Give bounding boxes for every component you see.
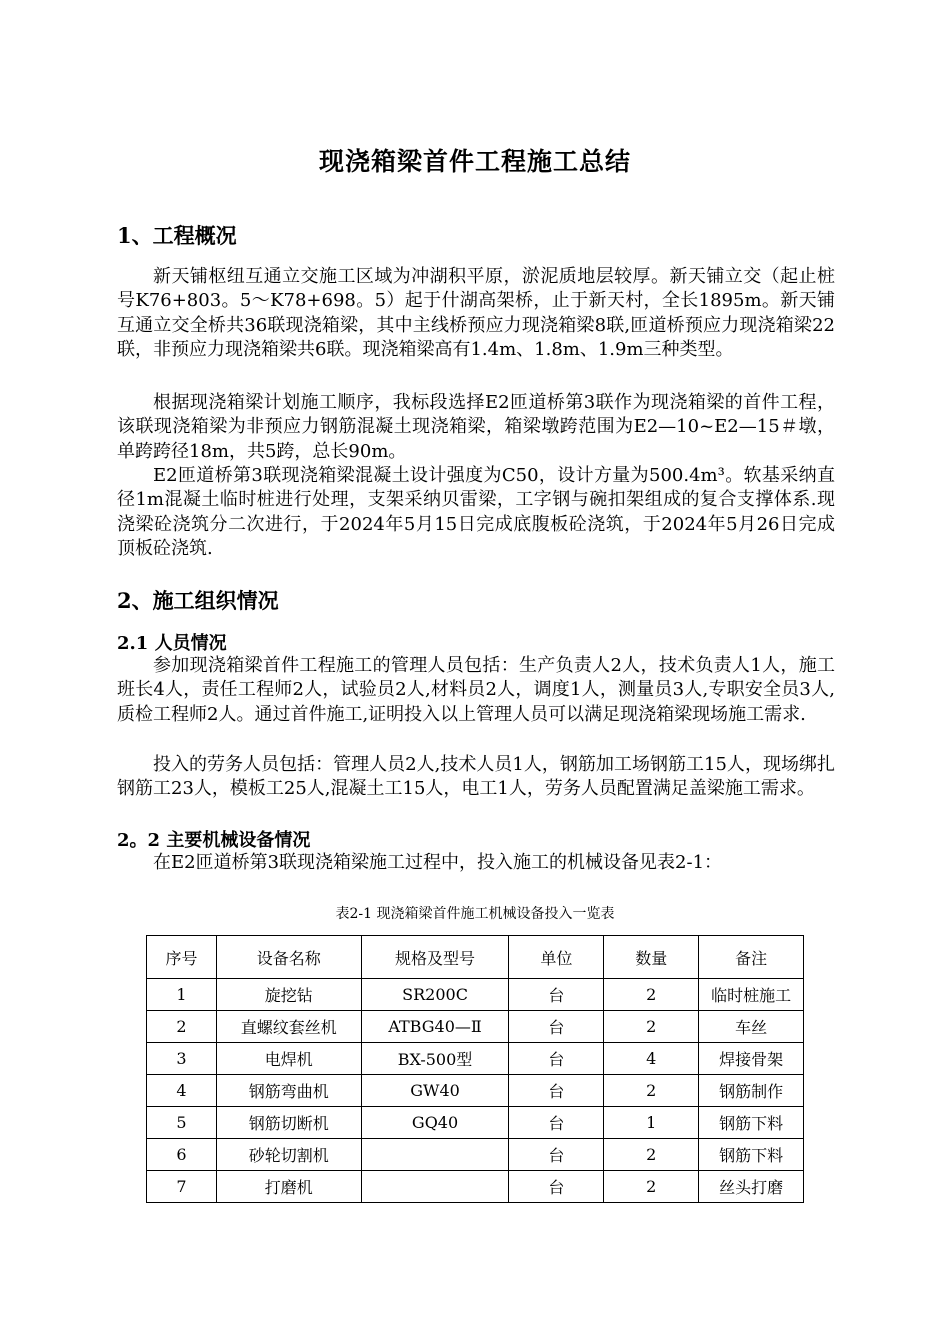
cell-quantity: 2: [604, 1075, 699, 1107]
table-caption: 表2-1 现浇箱梁首件施工机械设备投入一览表: [335, 906, 615, 922]
table-row: [147, 1011, 804, 1043]
cell-remark: 车丝: [699, 1011, 804, 1043]
table-row: [147, 1139, 804, 1171]
cell-unit: 台: [509, 979, 604, 1011]
paragraph-equipment-1: 在E2匝道桥第3联现浇箱梁施工过程中，投入施工的机械设备见表2-1：: [153, 852, 723, 873]
cell-quantity: 1: [604, 1107, 699, 1139]
cell-name: 直螺纹套丝机: [216, 1011, 361, 1043]
cell-model: [361, 1139, 509, 1171]
cell-model: BX-500型: [361, 1043, 509, 1075]
cell-unit: 台: [509, 1171, 604, 1203]
cell-name: 钢筋弯曲机: [216, 1075, 361, 1107]
equipment-table: [146, 935, 804, 1203]
cell-quantity: 4: [604, 1043, 699, 1075]
cell-remark: 丝头打磨: [699, 1171, 804, 1203]
cell-model: GW40: [361, 1075, 509, 1107]
cell-index: 3: [147, 1043, 217, 1075]
cell-unit: 台: [509, 1107, 604, 1139]
cell-model: SR200C: [361, 979, 509, 1011]
cell-name: 电焊机: [216, 1043, 361, 1075]
header-unit: 单位: [509, 936, 604, 979]
cell-unit: 台: [509, 1011, 604, 1043]
cell-index: 7: [147, 1171, 217, 1203]
paragraph-personnel-2: 投入的劳务人员包括：管理人员2人,技术人员1人，钢筋加工场钢筋工15人，现场绑扎钢筋工23人，模板工25人,混凝土工15人，电工1人，劳务人员配置满足盖梁施工需求。: [117, 754, 835, 800]
cell-remark: 钢筋下料: [699, 1139, 804, 1171]
table-row: [147, 1075, 804, 1107]
cell-remark: 焊接骨架: [699, 1043, 804, 1075]
cell-index: 1: [147, 979, 217, 1011]
cell-index: 2: [147, 1011, 217, 1043]
document-title: 现浇箱梁首件工程施工总结: [318, 147, 631, 176]
cell-remark: 钢筋下料: [699, 1107, 804, 1139]
header-name: 设备名称: [216, 936, 361, 979]
paragraph-personnel-1: 参加现浇箱梁首件工程施工的管理人员包括：生产负责人2人，技术负责人1人，施工班长4人，责任工程师2人，试验员2人,材料员2人，调度1人，测量员3人,专职安全员3人,质检工程师2人。通过首件施工,证明投入以上管理人员可以满足现浇箱梁现场施工需求.: [117, 655, 835, 725]
cell-index: 5: [147, 1107, 217, 1139]
cell-unit: 台: [509, 1075, 604, 1107]
paragraph-overview-2: 根据现浇箱梁计划施工顺序，我标段选择E2匝道桥第3联作为现浇箱梁的首件工程，该联现浇箱梁为非预应力钢筋混凝土现浇箱梁，箱梁墩跨范围为E2—10~E2—15＃墩，单跨跨径18m，共5跨，总长90m。: [117, 392, 835, 462]
cell-model: GQ40: [361, 1107, 509, 1139]
cell-index: 6: [147, 1139, 217, 1171]
section-heading-overview: 1、工程概况: [117, 223, 237, 248]
table-header-row: [147, 936, 804, 979]
header-model: 规格及型号: [361, 936, 509, 979]
cell-model: [361, 1171, 509, 1203]
subsection-heading-equipment: 2。2 主要机械设备情况: [117, 830, 311, 851]
cell-quantity: 2: [604, 1011, 699, 1043]
table-row: [147, 1107, 804, 1139]
cell-name: 钢筋切断机: [216, 1107, 361, 1139]
cell-unit: 台: [509, 1139, 604, 1171]
paragraph-overview-3: E2匝道桥第3联现浇箱梁混凝土设计强度为C50，设计方量为500.4m³。软基采纳直径1m混凝土临时桩进行处理，支架采纳贝雷梁，工字钢与碗扣架组成的复合支撑体系.现浇梁砼浇筑分二次进行，于2024年5月15日完成底腹板砼浇筑，于2024年5月26日完成顶板砼浇筑.: [117, 465, 835, 559]
subsection-heading-personnel: 2.1 人员情况: [117, 633, 227, 654]
cell-remark: 临时桩施工: [699, 979, 804, 1011]
cell-quantity: 2: [604, 1171, 699, 1203]
table-row: [147, 1171, 804, 1203]
header-quantity: 数量: [604, 936, 699, 979]
cell-name: 旋挖钻: [216, 979, 361, 1011]
cell-name: 砂轮切割机: [216, 1139, 361, 1171]
cell-quantity: 2: [604, 979, 699, 1011]
cell-name: 打磨机: [216, 1171, 361, 1203]
cell-index: 4: [147, 1075, 217, 1107]
cell-unit: 台: [509, 1043, 604, 1075]
section-heading-organization: 2、施工组织情况: [117, 588, 279, 613]
paragraph-overview-1: 新天铺枢纽互通立交施工区域为冲湖积平原，淤泥质地层较厚。新天铺立交（起止桩号K76+803。5～K78+698。5）起于什湖高架桥，止于新天村，全长1895m。新天铺互通立交全桥共36联现浇箱梁，其中主线桥预应力现浇箱梁8联,匝道桥预应力现浇箱梁22联，非预应力现浇箱梁共6联。现浇箱梁高有1.4m、1.8m、1.9m三种类型。: [117, 266, 835, 360]
cell-quantity: 2: [604, 1139, 699, 1171]
table-row: [147, 979, 804, 1011]
header-remark: 备注: [699, 936, 804, 979]
cell-remark: 钢筋制作: [699, 1075, 804, 1107]
table-row: [147, 1043, 804, 1075]
cell-model: ATBG40—Ⅱ: [361, 1011, 509, 1043]
header-index: 序号: [147, 936, 217, 979]
